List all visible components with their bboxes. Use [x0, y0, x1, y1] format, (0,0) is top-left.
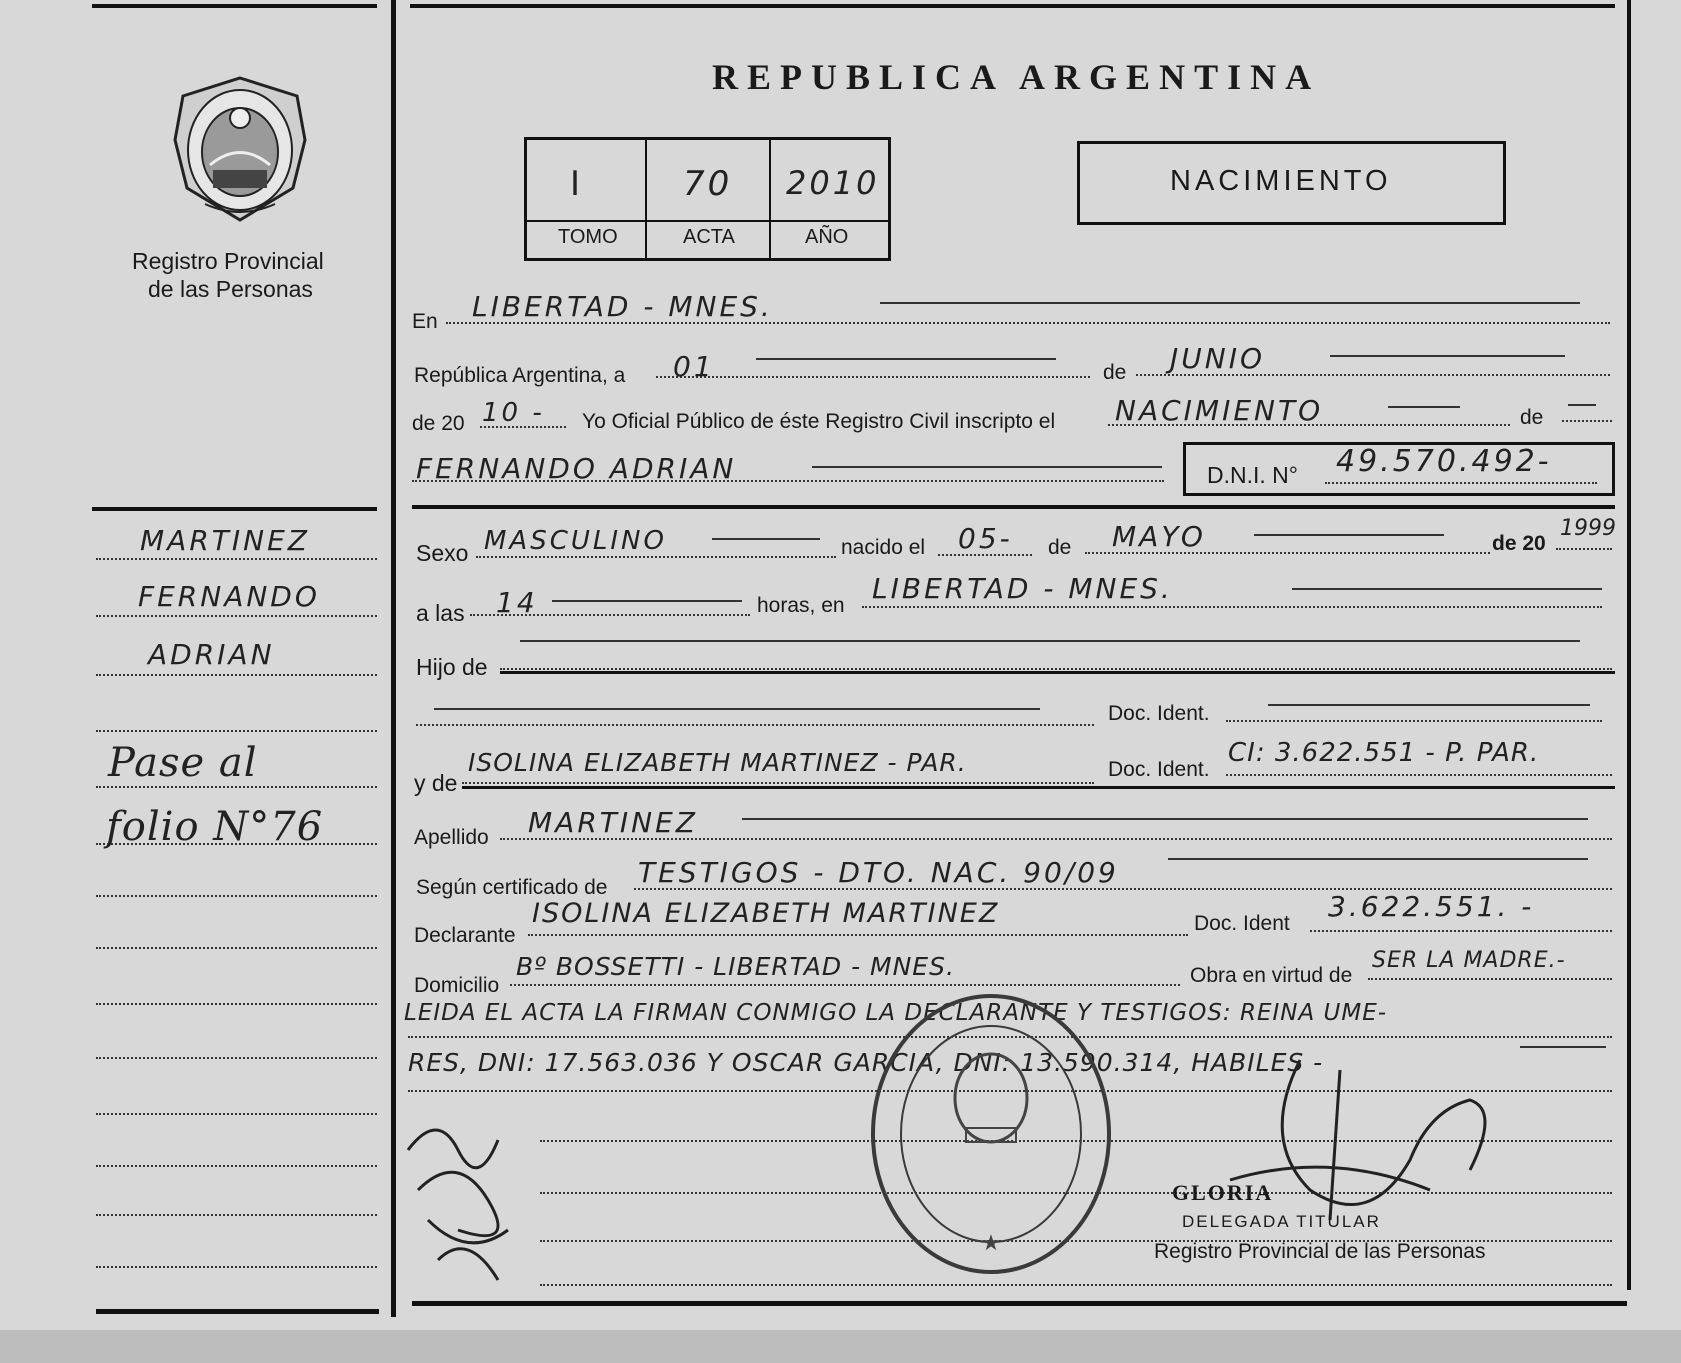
month-value: JUNIO — [1170, 342, 1265, 375]
blank-line — [540, 1284, 1612, 1286]
horas-label: horas, en — [757, 594, 845, 617]
republica-label: República Argentina, a — [414, 364, 626, 387]
full-name-line — [412, 480, 1164, 482]
signer-registry: Registro Provincial de las Personas — [1154, 1240, 1486, 1263]
full-name-value: FERNANDO ADRIAN — [416, 452, 737, 485]
doc-ident3-label: Doc. Ident — [1194, 912, 1290, 935]
domicilio-line — [510, 984, 1180, 986]
margin-line — [96, 558, 377, 560]
day-value: 01 — [673, 350, 715, 383]
margin-line — [96, 1057, 377, 1059]
margin-line — [96, 730, 377, 732]
segun-label: Según certificado de — [416, 876, 608, 899]
en-value: LIBERTAD - MNES. — [472, 290, 773, 323]
scanner-strip — [0, 1330, 1681, 1363]
father-fill-stroke — [434, 708, 1040, 710]
dni-line — [1325, 482, 1597, 484]
acta-label: ACTA — [683, 226, 735, 248]
birth-place-line — [862, 606, 1602, 608]
birth-year-line — [1556, 548, 1612, 550]
yde-label: y de — [414, 770, 458, 796]
day-fill-stroke — [756, 358, 1056, 360]
mother-doc-line — [1226, 774, 1612, 776]
margin-line — [96, 674, 377, 676]
sexo-value: MASCULINO — [484, 526, 667, 556]
hijo-line — [500, 668, 1612, 670]
signer-name: GLORIA — [1172, 1180, 1274, 1205]
apellido-fill-stroke — [742, 818, 1588, 820]
margin-line — [96, 1266, 377, 1268]
section-rule-3 — [462, 786, 1615, 789]
sexo-label: Sexo — [416, 540, 469, 566]
mother-line — [462, 782, 1094, 784]
hijo-fill-stroke — [520, 640, 1580, 642]
en-label: En — [412, 310, 438, 333]
declarante-line — [528, 934, 1188, 936]
birth-year-value: 1999 — [1560, 516, 1616, 541]
dni-value: 49.570.492- — [1336, 444, 1552, 479]
father-doc-line — [1226, 720, 1602, 722]
full-name-fill-stroke — [812, 466, 1162, 468]
father-line — [416, 724, 1094, 726]
domicilio-value: Bº BOSSETTI - LIBERTAD - MNES. — [516, 952, 955, 981]
inscribed-value: NACIMIENTO — [1115, 394, 1324, 427]
svg-text:★: ★ — [981, 1231, 1001, 1256]
mother-doc-value: CI: 3.622.551 - P. PAR. — [1228, 738, 1540, 768]
signer-role: DELEGADA TITULAR — [1182, 1212, 1381, 1231]
birth-place-fill-stroke — [1292, 588, 1602, 590]
closing-line2-value: RES, DNI: 17.563.036 Y OSCAR GARCIA, DNI: 13.590.314, HABILES - — [408, 1048, 1324, 1077]
de-label: de — [1103, 361, 1127, 384]
dni-label: D.N.I. N° — [1207, 462, 1298, 488]
tomo-label: TOMO — [558, 226, 618, 248]
witness-signature-icon — [398, 1110, 548, 1290]
apellido-value: MARTINEZ — [528, 806, 698, 839]
margin-line — [96, 1214, 377, 1216]
year-value: 10 - — [482, 398, 545, 428]
obra-label: Obra en virtud de — [1190, 964, 1353, 987]
segun-value: TESTIGOS - DTO. NAC. 90/09 — [638, 856, 1119, 889]
margin-line — [96, 615, 377, 617]
country-title: REPUBLICA ARGENTINA — [712, 57, 1321, 97]
de2-fill-stroke — [1568, 404, 1596, 406]
acta-value: 70 — [683, 164, 733, 204]
doc-ident-label: Doc. Ident. — [1108, 702, 1210, 725]
margin-line — [96, 947, 377, 949]
father-doc-fill-stroke — [1268, 704, 1590, 706]
registry-name-line2: de las Personas — [148, 276, 313, 302]
bottom-rule-right — [412, 1301, 1627, 1306]
de2-label: de — [1520, 406, 1544, 429]
section-rule-2 — [500, 671, 1615, 674]
declarante-value: ISOLINA ELIZABETH MARTINEZ — [532, 898, 1000, 929]
de3-label: de — [1048, 536, 1072, 559]
hour-value: 14 — [496, 586, 538, 619]
margin-name1: FERNANDO — [138, 580, 320, 613]
tomo-value: I — [570, 164, 584, 204]
province-seal-icon — [165, 70, 315, 230]
record-box-divider-2 — [769, 137, 771, 261]
margin-name2: ADRIAN — [148, 638, 275, 671]
margin-top-rule — [92, 507, 377, 511]
apellido-label: Apellido — [414, 826, 489, 849]
domicilio-label: Domicilio — [414, 974, 500, 997]
closing-fill-stroke — [1520, 1046, 1606, 1048]
anio-label: AÑO — [805, 226, 849, 248]
obra-value: SER LA MADRE.- — [1372, 948, 1566, 973]
oficial-text: Yo Oficial Público de éste Registro Civil inscripto el — [582, 410, 1056, 433]
birth-day-value: 05- — [958, 522, 1013, 555]
record-box-hdivider — [524, 220, 891, 222]
month-fill-stroke — [1330, 355, 1565, 357]
margin-divider — [391, 0, 396, 1317]
birth-month-fill-stroke — [1254, 534, 1444, 536]
en-fill-stroke — [880, 302, 1580, 304]
mother-value: ISOLINA ELIZABETH MARTINEZ - PAR. — [468, 748, 967, 777]
top-rule-right — [410, 4, 1615, 8]
margin-line — [96, 1113, 377, 1115]
anio-value: 2010 — [786, 164, 880, 202]
record-box-divider-1 — [645, 137, 647, 261]
year-prefix: de 20 — [412, 412, 465, 435]
top-rule-left — [92, 4, 377, 8]
declarante-doc-line — [1310, 930, 1612, 932]
margin-line — [96, 895, 377, 897]
hijo-label: Hijo de — [416, 654, 488, 680]
margin-line — [96, 1165, 377, 1167]
day-line — [656, 376, 1090, 378]
closing-line1-value: LEIDA EL ACTA LA FIRMAN CONMIGO LA DECLARANTE Y TESTIGOS: REINA UME- — [404, 1000, 1388, 1026]
margin-note-line2: folio N°76 — [106, 804, 324, 850]
nacido-label: nacido el — [841, 536, 926, 559]
hour-fill-stroke — [552, 600, 742, 602]
birth-place-value: LIBERTAD - MNES. — [872, 572, 1173, 605]
margin-note-line1: Pase al — [108, 740, 258, 786]
segun-fill-stroke — [1168, 858, 1588, 860]
doc-ident2-label: Doc. Ident. — [1108, 758, 1210, 781]
alas-label: a las — [416, 600, 465, 626]
record-type: NACIMIENTO — [1170, 165, 1392, 197]
official-stamp-icon — [866, 988, 1116, 1280]
section-rule-1 — [412, 505, 1615, 509]
sexo-fill-stroke — [712, 538, 820, 540]
inscribed-fill-stroke — [1388, 406, 1460, 408]
registry-name-line1: Registro Provincial — [132, 248, 324, 274]
obra-line — [1368, 978, 1612, 980]
de20-label: de 20 — [1492, 532, 1546, 555]
margin-surname: MARTINEZ — [140, 524, 310, 557]
declarante-doc-value: 3.622.551. - — [1328, 890, 1535, 923]
de2-line — [1562, 420, 1612, 422]
birth-month-value: MAYO — [1112, 520, 1206, 553]
margin-line — [96, 1003, 377, 1005]
sexo-line — [476, 556, 836, 558]
declarante-label: Declarante — [414, 924, 516, 947]
margin-line — [96, 786, 377, 788]
page-right-border — [1627, 0, 1631, 1290]
bottom-rule-left — [96, 1309, 379, 1314]
